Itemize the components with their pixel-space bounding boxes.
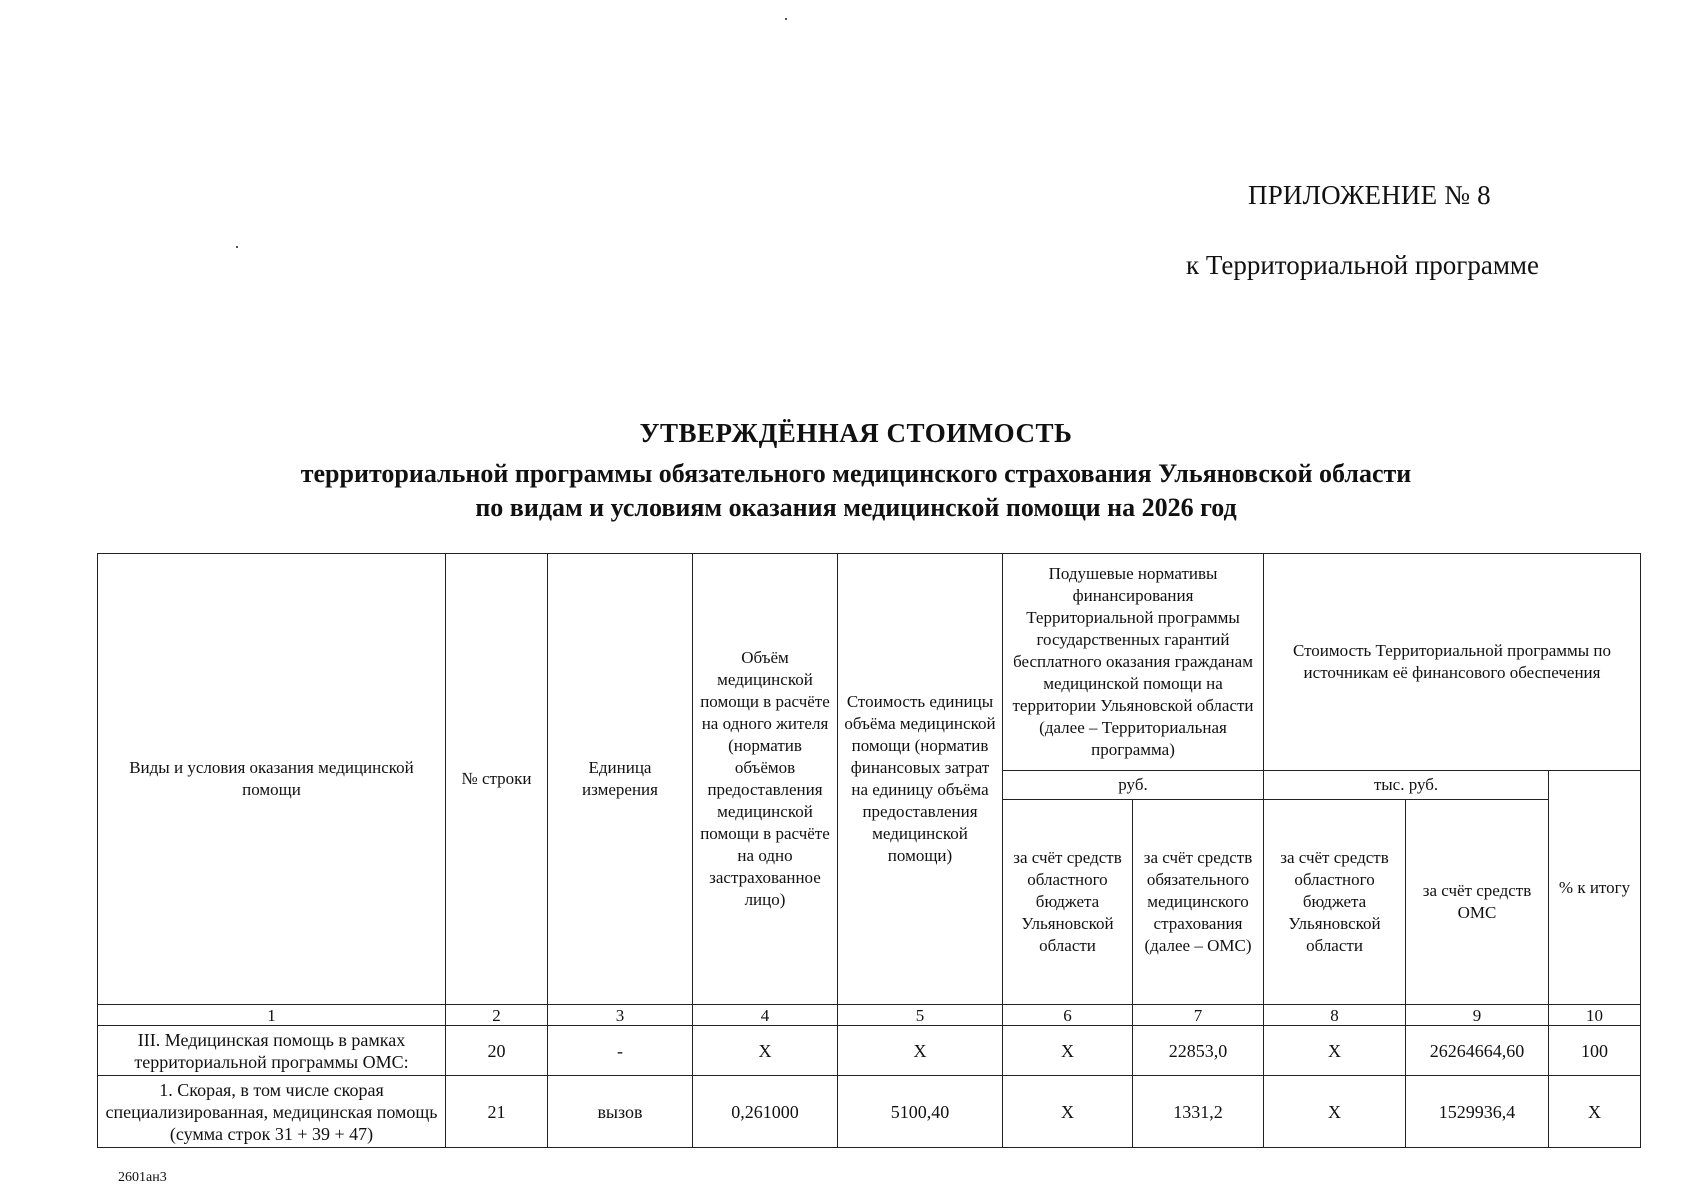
row-per-capita-budget: X <box>1003 1076 1133 1148</box>
row-cost-oms: 26264664,60 <box>1406 1026 1549 1076</box>
column-number: 4 <box>693 1005 838 1026</box>
document-code: 2601ан3 <box>118 1170 167 1185</box>
appendix-number: ПРИЛОЖЕНИЕ № 8 <box>1248 180 1491 210</box>
row-cost-budget: X <box>1264 1076 1406 1148</box>
document-title <box>0 418 1696 525</box>
row-percent: X <box>1549 1076 1641 1148</box>
appendix-reference: к Территориальной программе <box>1186 250 1539 280</box>
column-number: 1 <box>98 1005 446 1026</box>
row-unit-cost: X <box>838 1026 1003 1076</box>
column-number: 7 <box>1133 1005 1264 1026</box>
scan-speck <box>785 18 787 20</box>
header-regional-budget-cost: за счёт средств областного бюджета Ульяновской области <box>1264 800 1406 1005</box>
header-unit-cost: Стоимость единицы объёма медицинской помощи (норматив финансовых затрат на единицу объёма предоставления медицинской помощи) <box>838 554 1003 1005</box>
row-unit: - <box>548 1026 693 1076</box>
row-name: 1. Скорая, в том числе скорая специализированная, медицинская помощь (сумма строк 31 + 39 + 47) <box>98 1076 446 1148</box>
header-percent: % к итогу <box>1549 771 1641 1005</box>
table-row <box>98 1076 1641 1148</box>
column-number: 10 <box>1549 1005 1641 1026</box>
header-row-no: № строки <box>446 554 548 1005</box>
column-number: 6 <box>1003 1005 1133 1026</box>
header-regional-budget: за счёт средств областного бюджета Ульяновской области <box>1003 800 1133 1005</box>
row-cost-budget: X <box>1264 1026 1406 1076</box>
row-per-capita-oms: 22853,0 <box>1133 1026 1264 1076</box>
header-row-1 <box>98 554 1641 771</box>
header-volume: Объём медицинской помощи в расчёте на одного жителя (норматив объёмов предоставления медицинской помощи в расчёте на одно застрахованное лицо) <box>693 554 838 1005</box>
column-number: 9 <box>1406 1005 1549 1026</box>
header-oms-funds: за счёт средств обязательного медицинского страхования (далее – ОМС) <box>1133 800 1264 1005</box>
row-cost-oms: 1529936,4 <box>1406 1076 1549 1148</box>
row-name: III. Медицинская помощь в рамках территориальной программы ОМС: <box>98 1026 446 1076</box>
cost-table <box>97 553 1641 1148</box>
column-number-row <box>98 1005 1641 1026</box>
title-line-3: по видам и условиям оказания медицинской помощи на 2026 год <box>475 493 1237 522</box>
column-number: 3 <box>548 1005 693 1026</box>
row-volume: 0,261000 <box>693 1076 838 1148</box>
row-number: 20 <box>446 1026 548 1076</box>
column-number: 5 <box>838 1005 1003 1026</box>
row-unit: вызов <box>548 1076 693 1148</box>
row-per-capita-oms: 1331,2 <box>1133 1076 1264 1148</box>
title-line-2: территориальной программы обязательного медицинского страхования Ульяновской области <box>300 459 1412 488</box>
column-number: 8 <box>1264 1005 1406 1026</box>
row-volume: X <box>693 1026 838 1076</box>
column-number: 2 <box>446 1005 548 1026</box>
row-unit-cost: 5100,40 <box>838 1076 1003 1148</box>
header-cost-sources: Стоимость Территориальной программы по источникам её финансового обеспечения <box>1264 554 1641 771</box>
title-main: УТВЕРЖДЁННАЯ СТОИМОСТЬ <box>639 418 1073 448</box>
header-oms-cost: за счёт средств ОМС <box>1406 800 1549 1005</box>
table-row <box>98 1026 1641 1076</box>
row-number: 21 <box>446 1076 548 1148</box>
header-per-capita: Подушевые нормативы финансирования Территориальной программы государственных гарантий бесплатного оказания гражданам медицинской помощи на территории Ульяновской области (далее – Территориальная программа) <box>1003 554 1264 771</box>
header-kind: Виды и условия оказания медицинской помощи <box>98 554 446 1005</box>
row-per-capita-budget: X <box>1003 1026 1133 1076</box>
header-rub: руб. <box>1003 771 1264 800</box>
header-thous-rub: тыс. руб. <box>1264 771 1549 800</box>
row-percent: 100 <box>1549 1026 1641 1076</box>
scan-speck <box>236 246 238 248</box>
header-unit: Единица измерения <box>548 554 693 1005</box>
